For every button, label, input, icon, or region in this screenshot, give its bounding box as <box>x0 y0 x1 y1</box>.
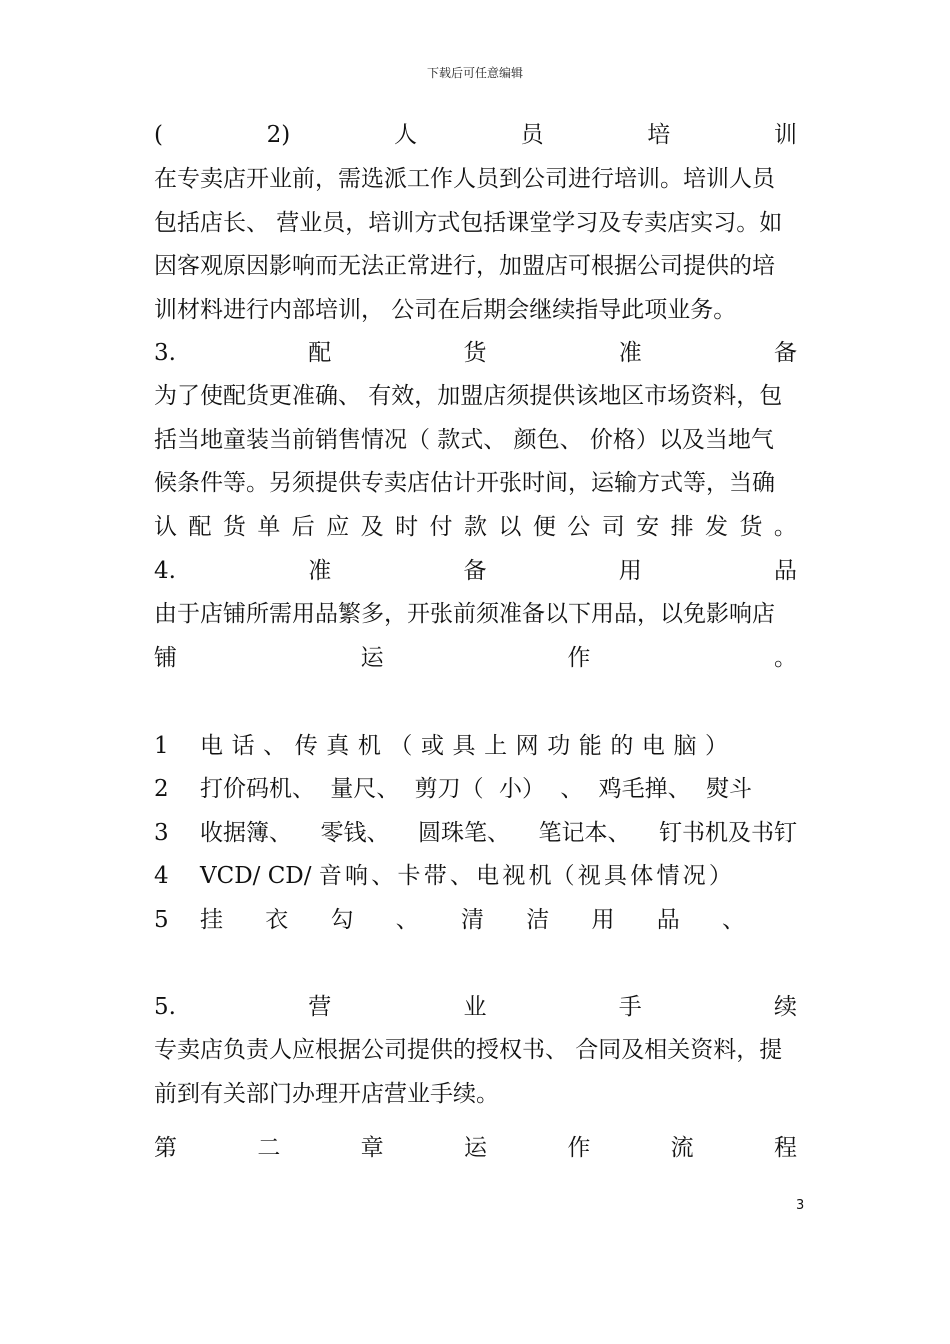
text-line: 为了使配货更准确、 有效，加盟店须提供该地区市场资料，包 <box>154 383 783 409</box>
word: 准 <box>308 558 332 584</box>
word: 货 <box>222 514 246 540</box>
list-word: 网 <box>515 733 539 759</box>
section-4-body: 由于店铺所需用品繁多，开张前须准备以下用品，以免影响店 <box>154 601 775 627</box>
list-word: 情 <box>656 863 680 889</box>
list-word: 打价码机、 <box>200 776 315 802</box>
section-5-heading <box>154 990 797 1024</box>
word: 训 <box>773 122 797 148</box>
section-3-body <box>154 375 797 506</box>
section-2-body <box>154 158 797 332</box>
list-word: 机（ <box>528 863 575 889</box>
chapter-heading <box>154 1131 797 1165</box>
list-item <box>154 903 797 937</box>
word: 备 <box>463 558 487 584</box>
text-line: 括当地童装当前销售情况（ 款式、 颜色、 价格）以及当地气 <box>154 426 774 453</box>
list-word: 的 <box>610 733 634 759</box>
word: 业 <box>463 994 487 1020</box>
list-word: 用 <box>591 907 615 933</box>
section-5-body <box>154 1029 797 1116</box>
word: 时 <box>395 514 419 540</box>
text-line: 训材料进行内部培训， 公司在后期会继续指导此项业务。 <box>154 296 737 323</box>
list-word: 体 <box>630 863 654 889</box>
list-word: ） <box>705 733 728 759</box>
word: 第 <box>154 1135 177 1161</box>
word: 章 <box>360 1135 384 1161</box>
list-word: 圆珠笔、 <box>418 820 510 846</box>
list-word: 电 <box>476 863 500 889</box>
word: 人 <box>393 122 417 148</box>
list-word: 鸡毛掸、 <box>598 776 691 802</box>
list-word: VCD/ CD/ 音 <box>200 863 342 889</box>
word: 二 <box>257 1135 281 1161</box>
list-item <box>154 816 797 850</box>
list-word: 品 <box>656 907 680 933</box>
text-line: 在专卖店开业前，需选派工作人员到公司进行培训。培训人员 <box>154 166 775 192</box>
word: 流 <box>670 1135 694 1161</box>
page-header: 下载后可任意编辑 <box>426 66 523 80</box>
list-word: 、 <box>560 776 584 802</box>
word: 排 <box>670 514 694 540</box>
list-word: 脑 <box>673 733 697 759</box>
list-word: 或 <box>420 733 444 759</box>
word: 单 <box>257 514 281 540</box>
word: 运 <box>360 645 384 671</box>
word: 货 <box>463 340 487 366</box>
text-line: 因客观原因影响而无法正常进行，加盟店可根据公司提供的培 <box>154 253 775 279</box>
word: 用 <box>618 558 642 584</box>
list-word: 响 <box>345 863 369 889</box>
text-line: 前到有关部门办理开店营业手续。 <box>154 1080 499 1107</box>
list-word: ） <box>708 863 732 889</box>
word: 以 <box>498 514 522 540</box>
list-word: 具 <box>452 733 476 759</box>
section-2-heading <box>154 118 797 152</box>
word: 员 <box>520 122 544 148</box>
section-3-heading <box>154 336 797 370</box>
word: 手 <box>618 994 642 1020</box>
section-4-heading <box>154 554 797 588</box>
word: 备 <box>773 340 797 366</box>
list-word: 具 <box>604 863 627 889</box>
list-word: 电 <box>641 733 665 759</box>
list-word: 钉书机及书钉 <box>659 820 797 846</box>
section-4-last-line <box>154 641 797 675</box>
word: 款 <box>463 514 487 540</box>
word: 营 <box>308 994 332 1020</box>
text-line: 专卖店负责人应根据公司提供的授权书、 合同及相关资料，提 <box>154 1037 783 1063</box>
word: 公 <box>567 514 591 540</box>
list-word: 、 <box>395 907 419 933</box>
word: 续 <box>773 994 797 1020</box>
page-number: 3 <box>796 1198 805 1213</box>
list-number: 1 <box>154 733 169 759</box>
word: 作 <box>567 645 591 671</box>
list-number: 4 <box>154 863 169 889</box>
text-line: 候条件等。另须提供专卖店估计开张时间，运输方式等，当确 <box>154 470 775 496</box>
list-word: 况 <box>682 863 706 889</box>
list-item <box>154 729 797 763</box>
text-line: 包括店长、 营业员，培训方式包括课堂学习及专卖店实习。如 <box>154 209 783 236</box>
list-word: 传 <box>294 733 318 759</box>
word: 配 <box>188 514 212 540</box>
word: 3. <box>154 340 176 366</box>
list-word: 上 <box>484 733 508 759</box>
word: 应 <box>326 514 350 540</box>
section-3-last-line <box>154 510 797 544</box>
list-word: 勾 <box>330 907 354 933</box>
word: 准 <box>618 340 642 366</box>
list-word: 话 <box>231 733 255 759</box>
word: 2) <box>266 122 291 148</box>
list-word: 卡 <box>397 863 421 889</box>
list-word: 功 <box>547 733 571 759</box>
list-word: 机 <box>357 733 381 759</box>
word: 便 <box>532 514 556 540</box>
list-word: 视 <box>502 863 526 889</box>
list-word: 能 <box>578 733 602 759</box>
word: 配 <box>308 340 332 366</box>
list-word: 零钱、 <box>320 820 390 846</box>
word: 后 <box>291 514 315 540</box>
list-word: 电 <box>200 733 223 759</box>
list-word: 、 <box>722 907 745 933</box>
list-word: 小） <box>498 776 545 802</box>
list-word: 清 <box>461 907 484 933</box>
word: 付 <box>429 514 453 540</box>
word: 作 <box>567 1135 591 1161</box>
word: 铺 <box>154 645 177 671</box>
word: ( <box>154 122 163 148</box>
list-word: 熨斗 <box>705 776 752 802</box>
list-word: 剪刀（ <box>414 776 484 802</box>
list-word: 、 <box>371 863 395 889</box>
list-number: 5 <box>154 907 169 933</box>
word: 货 <box>739 514 763 540</box>
list-word: 、 <box>263 733 287 759</box>
word: 培 <box>647 122 671 148</box>
word: 认 <box>154 514 177 540</box>
list-number: 3 <box>154 820 169 846</box>
list-item <box>154 859 797 893</box>
list-word: 挂 <box>200 907 223 933</box>
word: 程 <box>773 1135 797 1161</box>
word: 品 <box>773 558 797 584</box>
list-word: 洁 <box>526 907 550 933</box>
list-word: 视 <box>577 863 601 889</box>
list-word: 衣 <box>265 907 289 933</box>
list-word: 笔记本、 <box>538 820 631 846</box>
word: 。 <box>773 645 797 671</box>
list-word: （ <box>389 733 413 759</box>
list-word: 量尺、 <box>330 776 400 802</box>
word: 。 <box>773 514 797 540</box>
word: 4. <box>154 558 176 584</box>
list-word: 带 <box>423 863 447 889</box>
word: 及 <box>360 514 384 540</box>
word: 发 <box>705 514 728 540</box>
list-item <box>154 772 797 806</box>
list-word: 、 <box>449 863 473 889</box>
list-word: 收据簿、 <box>200 820 292 846</box>
word: 5. <box>154 994 176 1020</box>
list-word: 真 <box>326 733 350 759</box>
word: 安 <box>636 514 660 540</box>
word: 运 <box>463 1135 487 1161</box>
list-number: 2 <box>154 776 169 802</box>
word: 司 <box>601 514 625 540</box>
